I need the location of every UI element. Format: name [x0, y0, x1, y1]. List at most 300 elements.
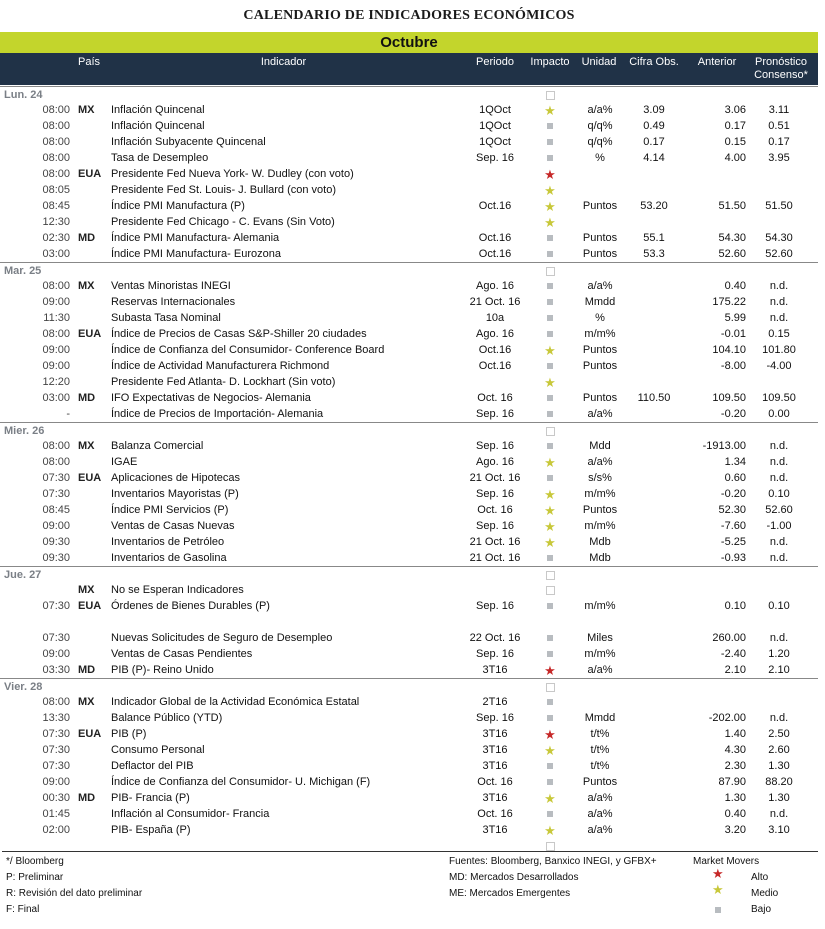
- table-row: [0, 518, 818, 534]
- impact-med-icon: ★: [544, 502, 556, 518]
- table-row: [0, 790, 818, 806]
- indicator-cell: Índice de Confianza del Consumidor- U. Michigan (F): [111, 776, 371, 788]
- indicator-cell: Ventas de Casas Pendientes: [111, 648, 253, 660]
- impact-cell: [531, 102, 569, 118]
- footnote-preliminar: P: Preliminar: [6, 872, 64, 883]
- time-cell: 07:30: [42, 472, 70, 484]
- period-cell: Oct. 16: [477, 392, 513, 404]
- table-row: [0, 358, 818, 374]
- country-cell: EUA: [78, 472, 102, 484]
- previous-cell: -0.01: [720, 328, 746, 340]
- unit-cell: %: [595, 312, 605, 324]
- time-cell: 08:05: [42, 184, 70, 196]
- time-cell: 08:00: [42, 104, 70, 116]
- forecast-cell: 51.50: [765, 200, 793, 212]
- impact-none-icon: [546, 571, 555, 580]
- impact-med-icon: ★: [544, 198, 556, 214]
- forecast-cell: 3.10: [768, 824, 790, 836]
- table-row: [0, 390, 818, 406]
- unit-cell: q/q%: [587, 136, 613, 148]
- impact-cell: [531, 710, 569, 726]
- previous-cell: -8.00: [720, 360, 746, 372]
- table-row: [0, 134, 818, 150]
- impact-cell: [531, 150, 569, 166]
- period-cell: Ago. 16: [476, 280, 514, 292]
- table-row: [0, 182, 818, 198]
- unit-cell: a/a%: [587, 808, 613, 820]
- forecast-cell: n.d.: [769, 712, 789, 724]
- unit-cell: a/a%: [587, 456, 613, 468]
- period-cell: 1QOct: [479, 120, 511, 132]
- impact-cell: [531, 502, 569, 518]
- time-cell: 08:00: [42, 456, 70, 468]
- unit-cell: Puntos: [582, 360, 618, 372]
- impact-cell: [531, 774, 569, 790]
- impact-cell: [531, 246, 569, 262]
- impact-cell: [531, 486, 569, 502]
- legend-high-icon: ★: [712, 866, 724, 881]
- header-forecast-line2: Consenso*: [754, 69, 808, 81]
- period-cell: Oct. 16: [477, 776, 513, 788]
- legend-high-label: Alto: [751, 872, 769, 883]
- time-cell: 09:00: [42, 360, 70, 372]
- previous-cell: 2.10: [724, 664, 746, 676]
- impact-cell: [531, 390, 569, 406]
- previous-cell: 51.50: [718, 200, 746, 212]
- indicator-cell: Órdenes de Bienes Durables (P): [111, 600, 270, 612]
- forecast-cell: 54.30: [765, 232, 793, 244]
- period-cell: Sep. 16: [476, 440, 514, 452]
- impact-low-icon: [547, 779, 553, 785]
- country-cell: MX: [78, 280, 95, 292]
- period-cell: 3T16: [482, 728, 508, 740]
- forecast-cell: n.d.: [769, 536, 789, 548]
- blank-row: [0, 614, 818, 630]
- impact-cell: [531, 454, 569, 470]
- time-cell: 09:00: [42, 776, 70, 788]
- previous-cell: 4.30: [724, 744, 746, 756]
- time-cell: 07:30: [42, 632, 70, 644]
- previous-cell: -1913.00: [702, 440, 746, 452]
- time-cell: 09:00: [42, 520, 70, 532]
- impact-cell: [531, 310, 569, 326]
- impact-med-icon: ★: [544, 214, 556, 230]
- table-row: [0, 326, 818, 342]
- time-cell: 08:00: [42, 328, 70, 340]
- period-cell: Sep. 16: [476, 152, 514, 164]
- previous-cell: 175.22: [712, 296, 746, 308]
- impact-cell: [531, 790, 569, 806]
- unit-cell: a/a%: [587, 824, 613, 836]
- period-cell: 22 Oct. 16: [469, 632, 521, 644]
- header-forecast-line1: Pronóstico: [755, 56, 807, 68]
- day-label: Mar. 25: [4, 265, 42, 277]
- table-row: [0, 662, 818, 678]
- footnote-revision: R: Revisión del dato preliminar: [6, 888, 143, 899]
- time-cell: 08:45: [42, 504, 70, 516]
- day-row: [0, 678, 818, 693]
- footnote-me: ME: Mercados Emergentes: [449, 888, 571, 899]
- table-row: [0, 646, 818, 662]
- previous-cell: -5.25: [720, 536, 746, 548]
- impact-low-icon: [547, 603, 553, 609]
- table-row: [0, 502, 818, 518]
- impact-low-icon: [547, 699, 553, 705]
- impact-med-icon: ★: [544, 742, 556, 758]
- impact-high-icon: ★: [544, 166, 556, 182]
- time-cell: 12:30: [42, 216, 70, 228]
- indicator-cell: Inflación Subyacente Quincenal: [111, 136, 266, 148]
- impact-low-icon: [547, 139, 553, 145]
- impact-cell: [531, 198, 569, 214]
- time-cell: 09:00: [42, 296, 70, 308]
- previous-cell: -0.93: [720, 552, 746, 564]
- forecast-cell: 109.50: [762, 392, 796, 404]
- unit-cell: %: [595, 152, 605, 164]
- forecast-cell: 3.95: [768, 152, 790, 164]
- day-row: [0, 86, 818, 101]
- month-banner: Octubre: [0, 32, 818, 53]
- previous-cell: 0.17: [724, 120, 746, 132]
- period-cell: Sep. 16: [476, 648, 514, 660]
- time-cell: 08:00: [42, 168, 70, 180]
- observed-cell: 0.17: [643, 136, 665, 148]
- impact-low-icon: [547, 251, 553, 257]
- period-cell: Oct.16: [478, 232, 512, 244]
- table-row: [0, 742, 818, 758]
- day-label: Lun. 24: [4, 89, 43, 101]
- time-cell: 03:00: [42, 248, 70, 260]
- forecast-cell: 2.10: [768, 664, 790, 676]
- unit-cell: s/s%: [588, 472, 612, 484]
- period-cell: Ago. 16: [476, 328, 514, 340]
- unit-cell: t/t%: [590, 760, 610, 772]
- legend-low-icon: [715, 904, 721, 916]
- time-cell: 13:30: [42, 712, 70, 724]
- impact-low-icon: [547, 123, 553, 129]
- impact-low-icon: [547, 811, 553, 817]
- unit-cell: Mdb: [589, 536, 611, 548]
- table-row: [0, 534, 818, 550]
- footnote-bloomberg: */ Bloomberg: [6, 856, 64, 867]
- impact-low-icon: [547, 635, 553, 641]
- previous-cell: -7.60: [720, 520, 746, 532]
- previous-cell: 2.30: [724, 760, 746, 772]
- table-row: [0, 102, 818, 118]
- previous-cell: 52.30: [718, 504, 746, 516]
- unit-cell: t/t%: [590, 744, 610, 756]
- forecast-cell: 101.80: [762, 344, 796, 356]
- impact-cell: [531, 278, 569, 294]
- forecast-cell: 3.11: [768, 104, 790, 116]
- indicator-cell: Índice de Actividad Manufacturera Richmond: [111, 360, 330, 372]
- country-cell: EUA: [78, 328, 102, 340]
- time-cell: 07:30: [42, 728, 70, 740]
- header-unit: Unidad: [581, 56, 617, 68]
- previous-cell: 0.10: [724, 600, 746, 612]
- time-cell: 08:00: [42, 280, 70, 292]
- footnote-final: F: Final: [6, 904, 40, 915]
- impact-cell: [531, 758, 569, 774]
- unit-cell: Mmdd: [584, 296, 616, 308]
- observed-cell: 0.49: [643, 120, 665, 132]
- table-row: [0, 166, 818, 182]
- indicator-cell: Inventarios Mayoristas (P): [111, 488, 239, 500]
- table-row: [0, 246, 818, 262]
- indicator-cell: Inventarios de Gasolina: [111, 552, 227, 564]
- previous-cell: -0.20: [720, 408, 746, 420]
- forecast-cell: 0.10: [768, 488, 790, 500]
- observed-cell: 53.20: [640, 200, 668, 212]
- table-row: [0, 470, 818, 486]
- impact-none-icon: [546, 427, 555, 436]
- indicator-cell: Nuevas Solicitudes de Seguro de Desempleo: [111, 632, 333, 644]
- country-cell: MX: [78, 104, 95, 116]
- indicator-cell: Aplicaciones de Hipotecas: [111, 472, 241, 484]
- forecast-cell: n.d.: [769, 456, 789, 468]
- indicator-cell: Índice de Precios de Importación- Alemania: [111, 408, 324, 420]
- indicator-cell: Índice de Confianza del Consumidor- Conference Board: [111, 344, 385, 356]
- previous-cell: 104.10: [712, 344, 746, 356]
- indicator-cell: Balance Público (YTD): [111, 712, 223, 724]
- impact-med-icon: ★: [544, 822, 556, 838]
- unit-cell: Puntos: [582, 392, 618, 404]
- table-row: [0, 582, 818, 598]
- table-row: [0, 230, 818, 246]
- impact-cell: [531, 806, 569, 822]
- previous-cell: 0.40: [724, 280, 746, 292]
- previous-cell: 0.15: [724, 136, 746, 148]
- forecast-cell: n.d.: [769, 312, 789, 324]
- impact-low-icon: [547, 715, 553, 721]
- indicator-cell: Inventarios de Petróleo: [111, 536, 225, 548]
- time-cell: 02:00: [42, 824, 70, 836]
- indicator-cell: IGAE: [111, 456, 138, 468]
- period-cell: Oct.16: [478, 200, 512, 212]
- previous-cell: 52.60: [718, 248, 746, 260]
- impact-cell: [531, 470, 569, 486]
- period-cell: Sep. 16: [476, 520, 514, 532]
- country-cell: MX: [78, 696, 95, 708]
- country-cell: MD: [78, 664, 96, 676]
- impact-low-icon: [547, 475, 553, 481]
- indicator-cell: Presidente Fed Nueva York- W. Dudley (con voto): [111, 168, 354, 180]
- forecast-cell: 0.00: [768, 408, 790, 420]
- forecast-cell: 0.51: [768, 120, 790, 132]
- indicator-cell: Reservas Internacionales: [111, 296, 236, 308]
- indicator-cell: Presidente Fed Chicago - C. Evans (Sin Voto): [111, 216, 335, 228]
- impact-med-icon: ★: [544, 342, 556, 358]
- footnote-md: MD: Mercados Desarrollados: [449, 872, 579, 883]
- unit-cell: Puntos: [582, 232, 618, 244]
- day-row: [0, 422, 818, 437]
- impact-low-icon: [547, 235, 553, 241]
- forecast-cell: n.d.: [769, 808, 789, 820]
- time-cell: 08:00: [42, 136, 70, 148]
- header-forecast: [746, 56, 816, 82]
- table-row: [0, 454, 818, 470]
- table-row: [0, 150, 818, 166]
- impact-low-icon: [547, 331, 553, 337]
- observed-cell: 55.1: [643, 232, 665, 244]
- indicator-cell: Deflactor del PIB: [111, 760, 194, 772]
- indicator-cell: Inflación al Consumidor- Francia: [111, 808, 270, 820]
- indicator-cell: PIB (P): [111, 728, 147, 740]
- time-cell: 03:30: [42, 664, 70, 676]
- time-cell: 02:30: [42, 232, 70, 244]
- country-cell: MX: [78, 584, 95, 596]
- forecast-cell: 0.10: [768, 600, 790, 612]
- unit-cell: Puntos: [582, 504, 618, 516]
- unit-cell: m/m%: [584, 488, 616, 500]
- period-cell: 1QOct: [479, 104, 511, 116]
- impact-cell: [531, 438, 569, 454]
- previous-cell: 3.20: [724, 824, 746, 836]
- forecast-cell: n.d.: [769, 296, 789, 308]
- table-row: [0, 710, 818, 726]
- forecast-cell: 1.20: [768, 648, 790, 660]
- indicator-cell: PIB- España (P): [111, 824, 191, 836]
- impact-med-icon: ★: [544, 102, 556, 118]
- table-row: [0, 806, 818, 822]
- forecast-cell: n.d.: [769, 280, 789, 292]
- table-row: [0, 438, 818, 454]
- impact-high-icon: ★: [544, 726, 556, 742]
- impact-cell: [531, 518, 569, 534]
- period-cell: 3T16: [482, 824, 508, 836]
- time-cell: 08:00: [42, 152, 70, 164]
- period-cell: Sep. 16: [476, 488, 514, 500]
- forecast-cell: 0.17: [768, 136, 790, 148]
- indicator-cell: Índice PMI Manufactura- Alemania: [111, 232, 280, 244]
- impact-med-icon: ★: [544, 182, 556, 198]
- table-row: [0, 774, 818, 790]
- impact-cell: [531, 263, 569, 279]
- unit-cell: a/a%: [587, 104, 613, 116]
- previous-cell: 109.50: [712, 392, 746, 404]
- indicator-cell: PIB- Francia (P): [111, 792, 190, 804]
- country-cell: MX: [78, 440, 95, 452]
- header-period: Periodo: [476, 56, 514, 68]
- impact-none-icon: [546, 683, 555, 692]
- impact-cell: [531, 662, 569, 678]
- previous-cell: 87.90: [718, 776, 746, 788]
- period-cell: Oct. 16: [477, 504, 513, 516]
- country-cell: MD: [78, 792, 96, 804]
- table-row: [0, 822, 818, 838]
- unit-cell: m/m%: [584, 600, 616, 612]
- previous-cell: 1.34: [724, 456, 746, 468]
- indicator-cell: Presidente Fed St. Louis- J. Bullard (con voto): [111, 184, 336, 196]
- impact-low-icon: [547, 763, 553, 769]
- country-cell: EUA: [78, 728, 102, 740]
- time-cell: 03:00: [42, 392, 70, 404]
- period-cell: 2T16: [482, 696, 508, 708]
- table-row: [0, 758, 818, 774]
- impact-low-icon: [547, 651, 553, 657]
- table-row: [0, 374, 818, 390]
- impact-cell: [531, 534, 569, 550]
- forecast-cell: 52.60: [765, 248, 793, 260]
- period-cell: 3T16: [482, 792, 508, 804]
- indicator-cell: Indicador Global de la Actividad Económica Estatal: [111, 696, 360, 708]
- indicator-cell: Tasa de Desempleo: [111, 152, 209, 164]
- impact-cell: [531, 550, 569, 566]
- previous-cell: 1.30: [724, 792, 746, 804]
- table-row: [0, 406, 818, 422]
- impact-low-icon: [547, 555, 553, 561]
- time-cell: 01:45: [42, 808, 70, 820]
- impact-cell: [531, 230, 569, 246]
- country-cell: EUA: [78, 600, 102, 612]
- day-label: Mier. 26: [4, 425, 45, 437]
- impact-cell: [531, 694, 569, 710]
- impact-cell: [531, 423, 569, 439]
- time-cell: 08:00: [42, 120, 70, 132]
- unit-cell: m/m%: [584, 328, 616, 340]
- period-cell: Ago. 16: [476, 456, 514, 468]
- legend-med-icon: ★: [712, 882, 724, 897]
- header-indicator: Indicador: [260, 56, 307, 68]
- impact-cell: [531, 342, 569, 358]
- legend-low-label: Bajo: [751, 904, 772, 915]
- previous-cell: -0.20: [720, 488, 746, 500]
- indicator-cell: Consumo Personal: [111, 744, 205, 756]
- previous-cell: 54.30: [718, 232, 746, 244]
- impact-cell: [531, 630, 569, 646]
- impact-med-icon: ★: [544, 534, 556, 550]
- forecast-cell: n.d.: [769, 472, 789, 484]
- previous-cell: 1.40: [724, 728, 746, 740]
- observed-cell: 4.14: [643, 152, 665, 164]
- day-row: [0, 262, 818, 277]
- header-impact: Impacto: [530, 56, 570, 68]
- previous-cell: 260.00: [712, 632, 746, 644]
- impact-med-icon: ★: [544, 790, 556, 806]
- impact-none-icon: [546, 91, 555, 100]
- observed-cell: 3.09: [643, 104, 665, 116]
- forecast-cell: n.d.: [769, 632, 789, 644]
- impact-high-icon: ★: [544, 662, 556, 678]
- impact-cell: [531, 214, 569, 230]
- forecast-cell: 88.20: [765, 776, 793, 788]
- impact-cell: [531, 87, 569, 103]
- table-row: [0, 118, 818, 134]
- previous-cell: 3.06: [724, 104, 746, 116]
- impact-med-icon: ★: [544, 374, 556, 390]
- table-row: [0, 214, 818, 230]
- time-cell: 07:30: [42, 744, 70, 756]
- impact-cell: [531, 582, 569, 598]
- unit-cell: a/a%: [587, 664, 613, 676]
- indicator-cell: PIB (P)- Reino Unido: [111, 664, 214, 676]
- unit-cell: t/t%: [590, 728, 610, 740]
- forecast-cell: 1.30: [768, 760, 790, 772]
- period-cell: 21 Oct. 16: [469, 552, 521, 564]
- period-cell: 21 Oct. 16: [469, 472, 521, 484]
- header-obs: Cifra Obs.: [629, 56, 679, 68]
- impact-none-icon: [546, 586, 555, 595]
- time-cell: 08:00: [42, 696, 70, 708]
- time-cell: 12:20: [42, 376, 70, 388]
- forecast-cell: 1.30: [768, 792, 790, 804]
- indicator-cell: Balanza Comercial: [111, 440, 204, 452]
- impact-low-icon: [547, 411, 553, 417]
- table-row: [0, 630, 818, 646]
- previous-cell: 5.99: [724, 312, 746, 324]
- unit-cell: Mdd: [589, 440, 611, 452]
- impact-cell: [531, 726, 569, 742]
